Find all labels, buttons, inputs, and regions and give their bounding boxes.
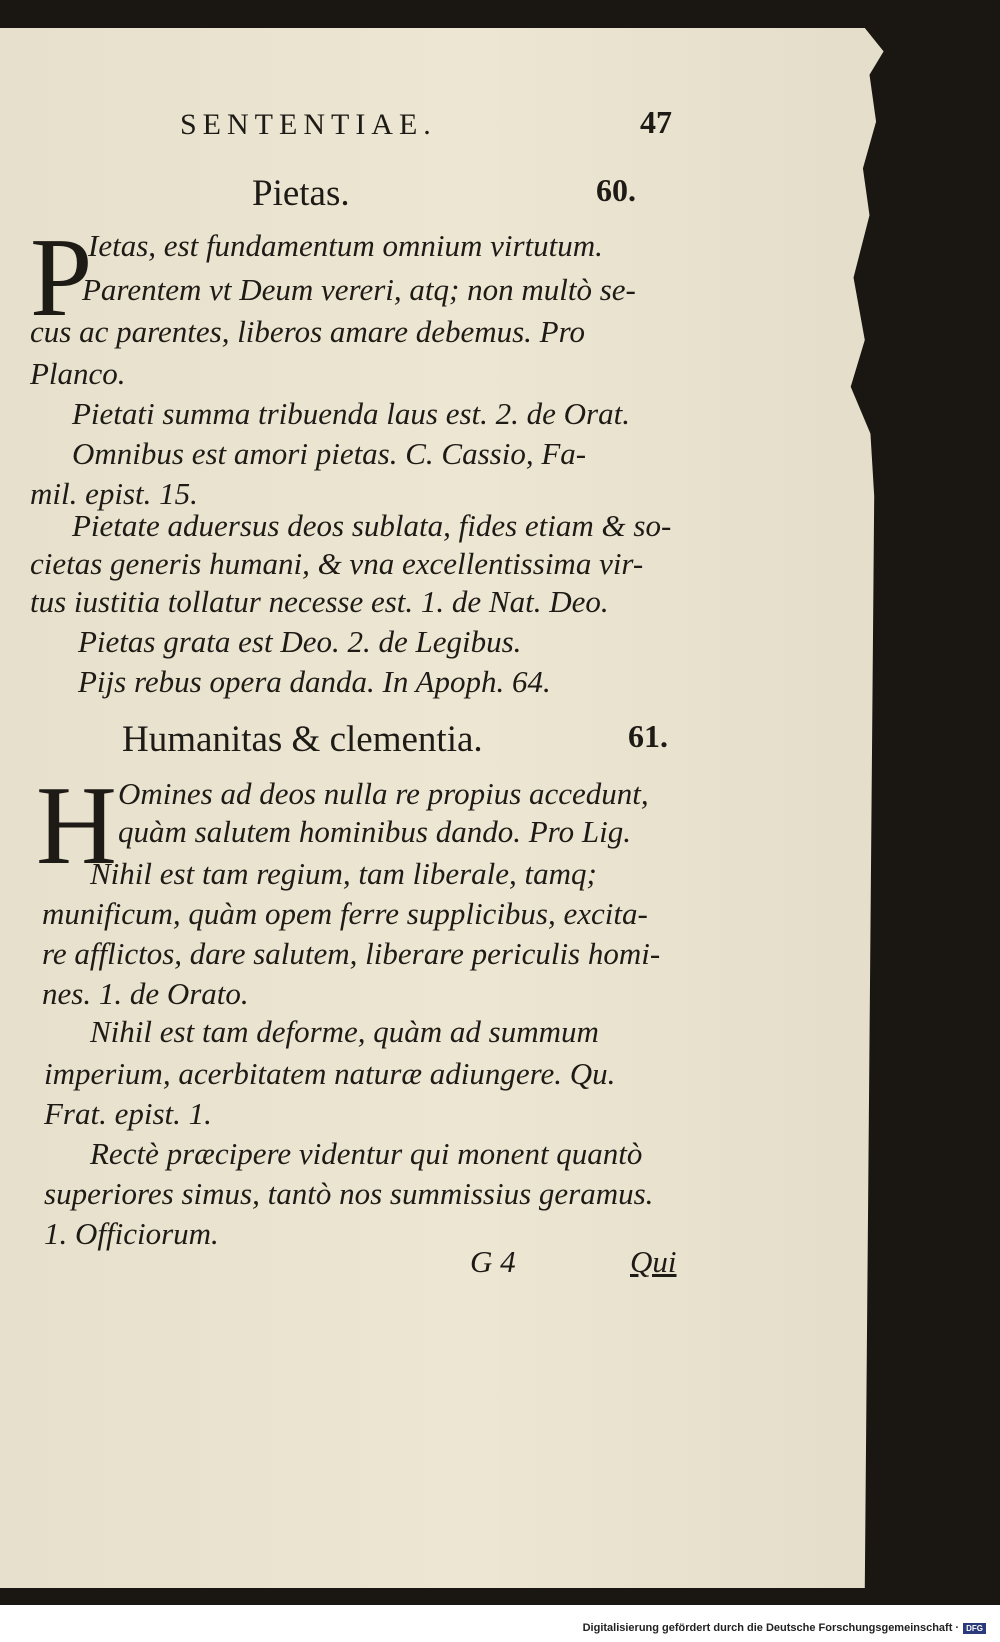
text-line: Rectè præcipere videntur qui monent quantò [90, 1136, 643, 1171]
text-line: Frat. epist. 1. [44, 1096, 212, 1131]
text-line: munificum, quàm opem ferre supplicibus, excita- [42, 896, 648, 931]
text-line: nes. 1. de Orato. [42, 976, 249, 1011]
text-line: Parentem vt Deum vereri, atq; non multò se- [82, 272, 636, 307]
text-line: mil. epist. 15. [30, 476, 198, 511]
text-line: Omnibus est amori pietas. C. Cassio, Fa- [72, 436, 587, 471]
text-line: quàm salutem hominibus dando. Pro Lig. [118, 814, 631, 849]
text-line: Ietas, est fundamentum omnium virtutum. [88, 228, 603, 263]
text-line: cietas generis humani, & vna excellentissima vir- [30, 546, 644, 581]
running-head: SENTENTIAE. [180, 108, 437, 141]
page-number: 47 [640, 104, 672, 140]
section-number-60: 60. [596, 172, 636, 208]
text-line: cus ac parentes, liberos amare debemus. Pro [30, 314, 586, 349]
text-line: Pijs rebus opera danda. In Apoph. 64. [78, 664, 551, 699]
text-line: imperium, acerbitatem naturæ adiungere. Qu. [44, 1056, 616, 1091]
dfg-logo: DFG [963, 1623, 986, 1634]
text-line: 1. Officiorum. [44, 1216, 219, 1251]
text-line: Pietas grata est Deo. 2. de Legibus. [78, 624, 522, 659]
text-line: Pietate aduersus deos sublata, fides etiam & so- [72, 508, 672, 543]
section-heading-humanitas: Humanitas & clementia. [122, 719, 483, 760]
text-line: Nihil est tam regium, tam liberale, tamq; [90, 856, 597, 891]
text-line: re afflictos, dare salutem, liberare periculis homi- [42, 936, 661, 971]
signature-mark: G 4 [470, 1244, 516, 1279]
drop-cap-h: H [36, 764, 117, 888]
section-heading-pietas: Pietas. [252, 173, 350, 214]
text-line: Pietati summa tribuenda laus est. 2. de Orat. [72, 396, 630, 431]
section-number-61: 61. [628, 718, 668, 754]
text-line: superiores simus, tantò nos summissius geramus. [44, 1176, 654, 1211]
text-line: Planco. [30, 356, 126, 391]
text-line: Omines ad deos nulla re propius accedunt, [118, 776, 649, 811]
catchword: Qui [630, 1244, 677, 1279]
footer-credit [583, 1622, 986, 1634]
drop-cap-p: P [30, 216, 93, 340]
text-line: Nihil est tam deforme, quàm ad summum [90, 1014, 599, 1049]
text-line: tus iustitia tollatur necesse est. 1. de Nat. Deo. [30, 584, 609, 619]
footer-text: Digitalisierung gefördert durch die Deutsche Forschungsgemeinschaft · [582, 1622, 960, 1634]
